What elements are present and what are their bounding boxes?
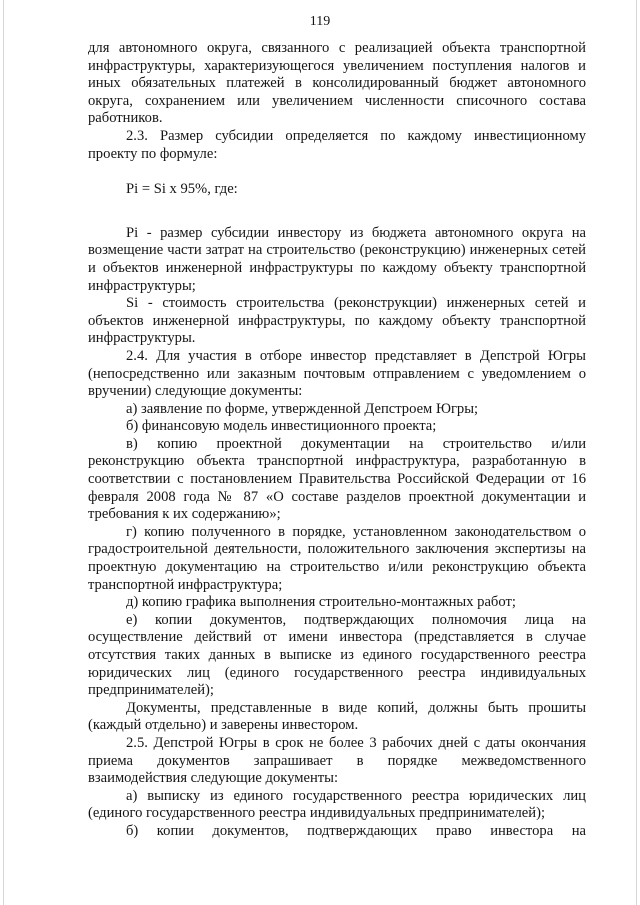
list-item-a: а) заявление по форме, утвержденной Депстроем Югры; [126,400,479,417]
list-item-b-2-5: б) копии документов, подтверждающих право инвестора на [126,822,586,839]
formula: Pi = Si x 95%, где: [126,181,238,198]
paragraph-copies-note: Документы, представленные в виде копий, должны быть прошиты (каждый отдельно) и заверены инвестором. [88,699,586,734]
list-item-g: г) копию полученного в порядке, установленном законодательством о градостроительной деятельности, положительного заключения экспертизы на проектную документацию на строительство и/или реконструкцию объекта транспортной инфраструктура; [88,523,586,593]
scan-edge-line [636,0,637,905]
paragraph-2-3: 2.3. Размер субсидии определяется по каждому инвестиционному проекту по формуле: [88,127,586,162]
list-item-a-2-5: а) выписку из единого государственного реестра юридических лиц (единого государственного реестра индивидуальных предпринимателей); [88,787,586,822]
paragraph-si-definition: Si - стоимость строительства (реконструкции) инженерных сетей и объектов инженерной инфраструктуры, по каждому объекту транспортной инфраструктуры. [88,295,586,347]
list-item-e: е) копии документов, подтверждающих полномочия лица на осуществление действий от имени инвестора (представляется в случае отсутствия таких данных в выписке из единого государственного реестра юридических лиц (единого государственного реестра индивидуальных предпринимателей); [88,611,586,699]
document-body [88,40,586,841]
paragraph-2-5: 2.5. Депстрой Югры в срок не более 3 рабочих дней с даты окончания приема документов запрашивает в порядке межведомственного взаимодействия следующие документы: [88,734,586,787]
paragraph-pi-definition: Pi - размер субсидии инвестору из бюджета автономного округа на возмещение части затрат на строительство (реконструкцию) инженерных сетей и объектов инженерной инфраструктуры по каждому объекту транспортной инфраструктуры; [88,224,586,294]
list-item-d: д) копию графика выполнения строительно-монтажных работ; [126,594,516,611]
list-item-v: в) копию проектной документации на строительство и/или реконструкцию объекта транспортной инфраструктура, разработанную в соответствии с постановлением Правительства Российской Федерации от 16 февраля 2008 года № 87 «О составе разделов проектной документации и требования к их содержанию»; [88,435,586,523]
page-number: 119 [309,14,331,29]
paragraph-2-4: 2.4. Для участия в отборе инвестор представляет в Депстрой Югры (непосредственно или заказным почтовым отправлением с уведомлением о вручении) следующие документы: [88,347,586,400]
paragraph-intro: для автономного округа, связанного с реализацией объекта транспортной инфраструктуры, характеризующегося увеличением поступления налогов и иных обязательных платежей в консолидированный бюджет автономного округа, сохранением или увеличением численности списочного состава работников. [88,40,586,127]
scan-edge-line [3,0,4,905]
list-item-b: б) финансовую модель инвестиционного проекта; [126,418,437,435]
